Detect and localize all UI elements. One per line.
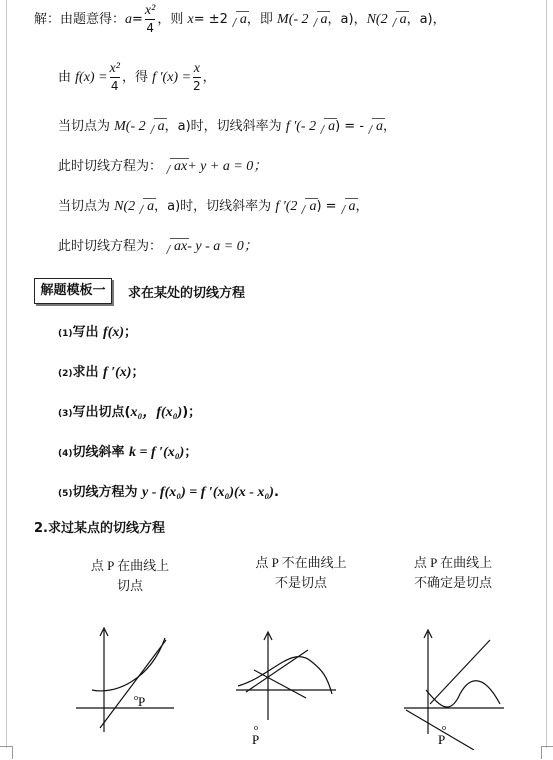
caption-line: 不是切点	[274, 575, 327, 590]
case-1-caption	[70, 556, 190, 596]
sqrt-a: a	[137, 198, 154, 216]
caption-line: 点 P 不在曲线上	[255, 555, 347, 570]
sqrt-a: a	[339, 198, 356, 216]
tangent-diagram-2	[232, 624, 342, 750]
point-M: M(- 2	[114, 119, 146, 134]
sqrt-a: a	[299, 198, 316, 216]
sqrt-ax: ax	[164, 238, 187, 256]
point-marker-o: o	[254, 723, 258, 732]
template-title: 求在某处的切线方程	[128, 286, 246, 301]
step-text: 写出	[72, 325, 104, 340]
sqrt-a: a	[318, 118, 335, 136]
step-expression: x₀，f(x₀)	[130, 405, 183, 420]
step-number: (1)	[58, 329, 73, 339]
step-expression: k = f ′(x₀)	[129, 445, 185, 460]
step-text: 切线斜率	[72, 445, 130, 460]
point-marker-o: o	[134, 693, 138, 702]
text-segment: 由	[58, 70, 76, 85]
point-label-p: P	[252, 732, 260, 747]
var-x: x	[187, 12, 194, 27]
step-end: )；	[182, 405, 202, 420]
text-segment: = ±2	[193, 12, 228, 27]
case-2-caption	[236, 553, 366, 593]
text-segment: ，	[202, 70, 216, 85]
template-badge: 解题模板一	[34, 278, 112, 304]
corner-crop-mark-left	[0, 746, 13, 759]
step-number: (5)	[58, 489, 73, 499]
solution-line-5	[58, 198, 369, 216]
template-step-4	[58, 441, 197, 461]
template-step-5	[58, 481, 279, 501]
step-expression: f(x)	[103, 325, 125, 340]
sqrt-a: a	[230, 11, 247, 29]
template-step-3	[58, 401, 201, 421]
text-segment: ，即	[246, 12, 278, 27]
tangent-diagram-1	[70, 620, 180, 740]
fraction	[145, 4, 155, 35]
expr-fprime: f ′(- 2	[285, 119, 317, 134]
case-3-caption	[393, 553, 513, 593]
step-text: 切线方程为	[72, 485, 143, 500]
text-segment: ，a)，	[406, 12, 446, 27]
page-border-left	[6, 0, 7, 748]
text-segment: 当切点为	[58, 199, 115, 214]
sqrt-a: a	[390, 11, 407, 29]
text-segment: =	[132, 12, 143, 27]
fraction-denominator: 4	[146, 21, 154, 35]
sqrt-a: a	[148, 118, 165, 136]
point-M: M(- 2	[277, 12, 309, 27]
point-N: N(2	[114, 199, 136, 214]
step-end: .	[273, 485, 279, 500]
text-segment: ) = -	[335, 119, 365, 134]
fraction	[193, 62, 201, 93]
text-segment: ，则	[157, 12, 188, 27]
caption-line: 切点	[116, 578, 143, 593]
text-segment: ，	[383, 119, 397, 134]
section-2-title: 2.求过某点的切线方程	[34, 521, 165, 536]
sqrt-a: a	[366, 118, 383, 136]
text-segment: ，a)时，切线斜率为	[154, 199, 276, 214]
equation-rest: - y - a = 0；	[187, 239, 258, 254]
sqrt-a: a	[311, 11, 328, 29]
step-number: (3)	[58, 409, 73, 419]
expr-fprime-x: f ′(x) =	[152, 70, 192, 85]
text-segment: 此时切线方程为：	[58, 239, 163, 254]
text-segment: ，a)，	[327, 12, 367, 27]
text-segment: ，得	[121, 70, 153, 85]
fraction	[110, 62, 120, 93]
solution-line-3	[58, 118, 396, 136]
solution-line-4	[58, 158, 267, 176]
text-segment: ，	[355, 199, 369, 214]
text-segment: 解：由题意得：	[34, 12, 126, 27]
step-text: 求出	[72, 365, 104, 380]
fraction-numerator: x²	[144, 3, 156, 18]
step-end: ；	[124, 325, 138, 340]
text-segment: 当切点为	[58, 119, 115, 134]
step-expression: y - f(x₀) = f ′(x₀)(x - x₀)	[142, 485, 274, 500]
fraction-denominator: 4	[110, 79, 119, 93]
text-segment: ) =	[316, 199, 337, 214]
step-expression: f ′(x)	[103, 365, 132, 380]
point-N: N(2	[366, 12, 388, 27]
fraction-numerator: x²	[109, 61, 120, 76]
step-text: 写出切点(	[72, 405, 131, 420]
step-number: (4)	[58, 449, 73, 459]
solution-line-1	[34, 4, 446, 35]
expr-fx: f(x) =	[75, 70, 108, 85]
fraction-denominator: 2	[193, 79, 201, 93]
template-step-1	[58, 321, 137, 341]
caption-line: 点 P 在曲线上	[90, 558, 170, 573]
caption-line: 不确定是切点	[413, 575, 492, 590]
equation-rest: + y + a = 0；	[187, 159, 268, 174]
corner-crop-mark-right	[541, 746, 553, 759]
caption-line: 点 P 在曲线上	[413, 555, 493, 570]
page-border-right	[546, 0, 547, 748]
curve	[426, 681, 500, 707]
sqrt-ax: ax	[164, 158, 187, 176]
template-step-2	[58, 361, 144, 381]
text-segment: 此时切线方程为：	[58, 159, 163, 174]
step-number: (2)	[58, 369, 73, 379]
var-a: a	[125, 12, 133, 27]
secant-line	[254, 670, 306, 698]
tangent-line	[100, 640, 166, 728]
expr-fprime: f ′(2	[275, 199, 298, 214]
curve	[92, 638, 165, 691]
text-segment: ，a)时，切线斜率为	[164, 119, 286, 134]
point-marker-o: o	[442, 723, 446, 732]
point-label-p: P	[438, 732, 446, 747]
tangent-diagram-3	[398, 624, 512, 750]
solution-line-2	[58, 62, 216, 93]
fraction-numerator: x	[193, 61, 200, 76]
step-end: ；	[131, 365, 145, 380]
point-label-p: P	[138, 694, 146, 709]
step-end: ；	[184, 445, 198, 460]
solution-line-6	[58, 238, 258, 256]
